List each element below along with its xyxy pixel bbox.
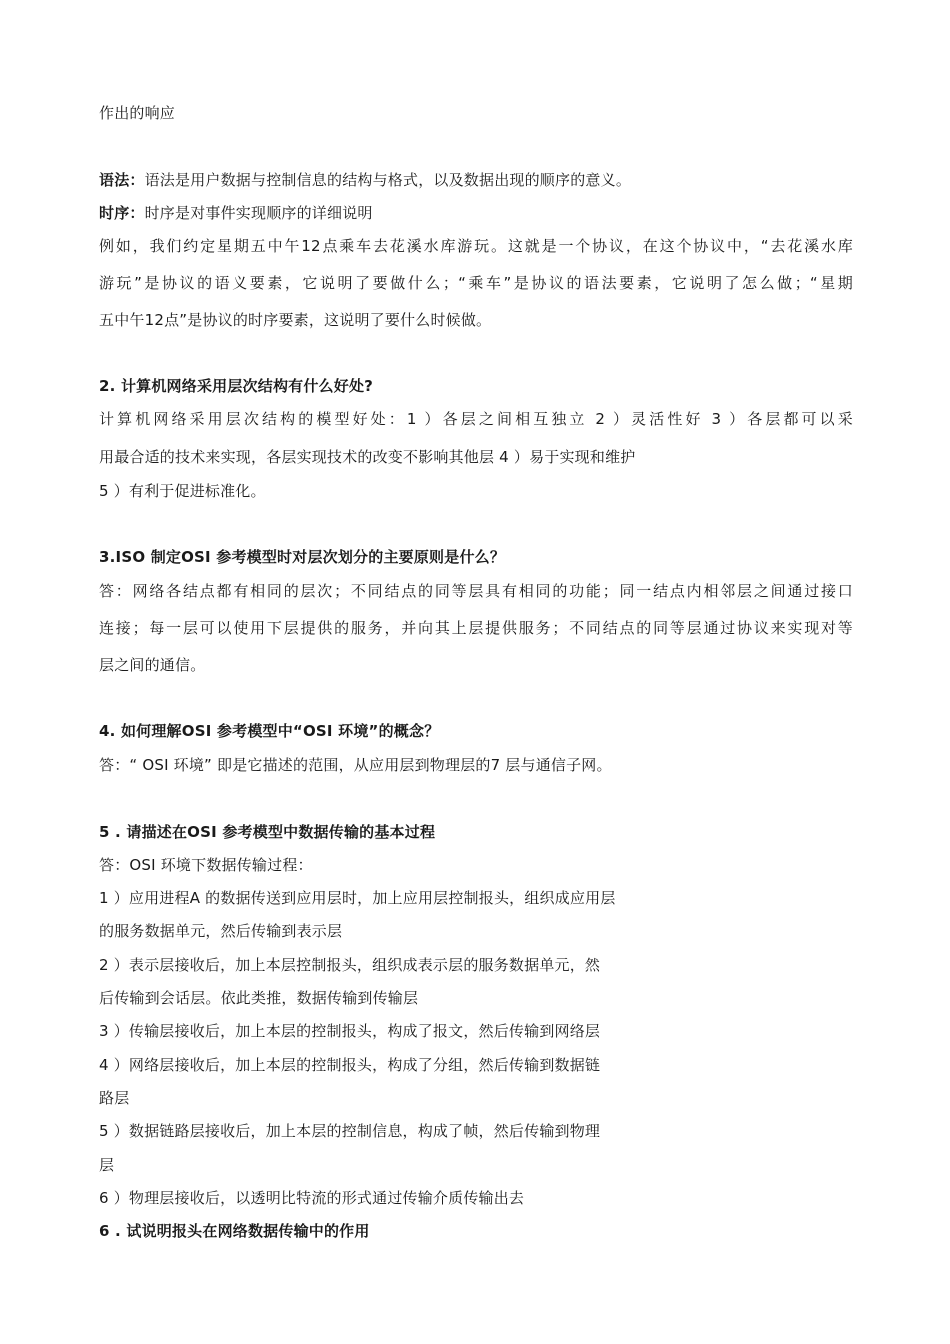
q5-line: 5 ）数据链路层接收后，加上本层的控制信息，构成了帧，然后传输到物理 bbox=[99, 1122, 601, 1140]
question-5-heading: 5 . 请描述在OSI 参考模型中数据传输的基本过程 bbox=[99, 823, 436, 841]
q5-line: 路层 bbox=[99, 1089, 130, 1107]
syntax-text: 语法是用户数据与控制信息的结构与格式，以及数据出现的顺序的意义。 bbox=[144, 171, 632, 189]
q2-answer-line-2: 用最合适的技术来实现，各层实现技术的改变不影响其他层 4 ）易于实现和维护 bbox=[99, 448, 636, 466]
q4-answer-line-1: 答：“ OSI 环境” 即是它描述的范围，从应用层到物理层的7 层与通信子网。 bbox=[99, 756, 612, 774]
q5-line: 2 ）表示层接收后，加上本层控制报头，组织成表示层的服务数据单元，然 bbox=[99, 956, 601, 974]
q5-line: 6 ）物理层接收后，以透明比特流的形式通过传输介质传输出去 bbox=[99, 1189, 525, 1207]
syntax-label: 语法： bbox=[99, 171, 145, 189]
syntax-paragraph bbox=[99, 170, 631, 190]
question-2-heading: 2. 计算机网络采用层次结构有什么好处? bbox=[99, 377, 374, 395]
question-4-heading: 4. 如何理解OSI 参考模型中“OSI 环境”的概念？ bbox=[99, 722, 440, 740]
timing-paragraph bbox=[99, 203, 373, 223]
question-3-heading: 3.ISO 制定OSI 参考模型时对层次划分的主要原则是什么？ bbox=[99, 548, 506, 566]
q5-line: 3 ）传输层接收后，加上本层的控制报头，构成了报文，然后传输到网络层 bbox=[99, 1022, 601, 1040]
intro-line: 作出的响应 bbox=[99, 104, 176, 122]
q3-answer-line-3: 层之间的通信。 bbox=[99, 656, 206, 674]
q3-answer-line-1: 答：网络各结点都有相同的层次；不同结点的同等层具有相同的功能；同一结点内相邻层之间通过接口 bbox=[99, 582, 853, 600]
q2-answer-line-3: 5 ）有利于促进标准化。 bbox=[99, 482, 266, 500]
q5-line: 答：OSI 环境下数据传输过程： bbox=[99, 856, 313, 874]
example-line-1: 例如，我们约定星期五中午12点乘车去花溪水库游玩。这就是一个协议，在这个协议中，“去花溪水库 bbox=[99, 237, 853, 255]
q3-answer-line-2: 连接；每一层可以使用下层提供的服务，并向其上层提供服务；不同结点的同等层通过协议来实现对等 bbox=[99, 619, 853, 637]
example-line-3: 五中午12点”是协议的时序要素，这说明了要什么时候做。 bbox=[99, 311, 492, 329]
example-line-2: 游玩”是协议的语义要素，它说明了要做什么；“乘车”是协议的语法要素，它说明了怎么做；“星期 bbox=[99, 274, 853, 292]
q5-line: 的服务数据单元，然后传输到表示层 bbox=[99, 922, 343, 940]
timing-label: 时序： bbox=[99, 204, 145, 222]
timing-text: 时序是对事件实现顺序的详细说明 bbox=[144, 204, 373, 222]
question-6-heading: 6 . 试说明报头在网络数据传输中的作用 bbox=[99, 1222, 370, 1240]
q5-line: 后传输到会话层。依此类推，数据传输到传输层 bbox=[99, 989, 419, 1007]
q5-line: 1 ）应用进程A 的数据传送到应用层时，加上应用层控制报头，组织成应用层 bbox=[99, 889, 616, 907]
q5-line: 层 bbox=[99, 1156, 115, 1174]
q2-answer-line-1: 计算机网络采用层次结构的模型好处：1 ）各层之间相互独立 2 ）灵活性好 3 ）各层都可以采 bbox=[99, 410, 853, 428]
q5-line: 4 ）网络层接收后，加上本层的控制报头，构成了分组，然后传输到数据链 bbox=[99, 1056, 601, 1074]
